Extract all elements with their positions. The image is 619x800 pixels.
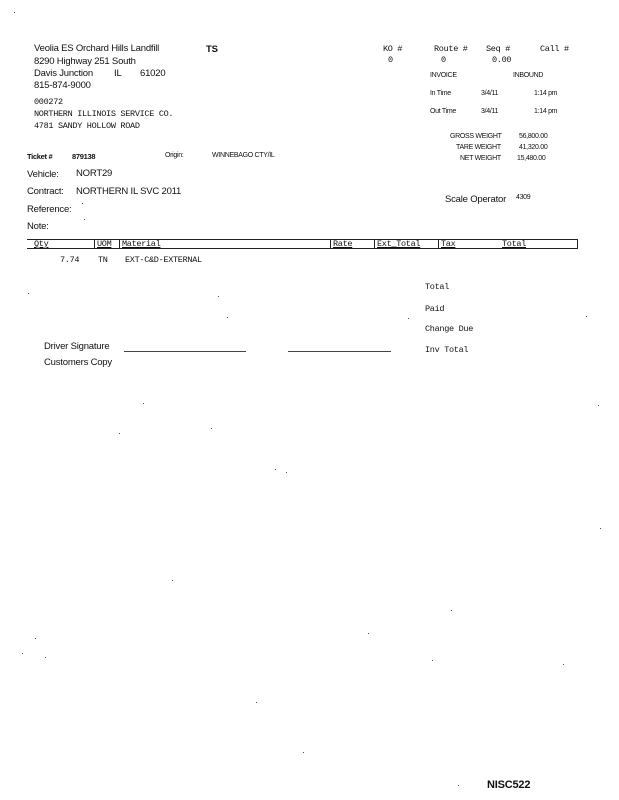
col-tax: Tax (441, 239, 456, 249)
seq-value: 0.00 (492, 55, 512, 65)
customer-address: 4781 SANDY HOLLOW ROAD (34, 121, 140, 131)
ko-label: KO # (383, 44, 403, 54)
reference-label: Reference: (27, 204, 72, 215)
copy-label: Customers Copy (44, 357, 112, 368)
bates-number: NISC522 (487, 779, 531, 791)
paid-label: Paid (425, 304, 445, 314)
company-address: 8290 Highway 251 South (34, 56, 136, 67)
row-qty: 7.74 (60, 255, 80, 265)
change-due-label: Change Due (425, 324, 474, 334)
customer-number: 000272 (34, 97, 63, 107)
seq-label: Seq # (486, 44, 511, 54)
route-label: Route # (434, 44, 468, 54)
col-rate: Rate (333, 239, 353, 249)
col-ext-total: Ext_Total (377, 239, 421, 249)
customer-name: NORTHERN ILLINOIS SERVICE CO. (34, 109, 174, 119)
route-value: 0 (441, 55, 446, 65)
in-date: 3/4/11 (481, 90, 499, 97)
scale-operator-value: 4309 (516, 194, 531, 201)
inv-total-label: Inv Total (425, 345, 469, 355)
vehicle-value: NORT29 (76, 168, 113, 179)
contract-value: NORTHERN IL SVC 2011 (76, 186, 182, 197)
row-material: EXT-C&D-EXTERNAL (125, 255, 202, 265)
gross-weight-value: 56,800.00 (519, 133, 548, 140)
ticket-label: Ticket # (27, 152, 53, 161)
driver-signature-label: Driver Signature (44, 341, 110, 352)
row-uom: TN (98, 255, 108, 265)
tare-weight-label: TARE WEIGHT (456, 144, 501, 151)
total-label: Total (425, 282, 450, 292)
ticket-value: 879138 (72, 152, 96, 161)
out-date: 3/4/11 (481, 108, 499, 115)
net-weight-label: NET WEIGHT (460, 155, 501, 162)
col-material: Material (122, 239, 161, 249)
invoice-type: INVOICE (430, 72, 457, 79)
driver-signature-line (124, 351, 246, 352)
company-name: Veolia ES Orchard Hills Landfill (34, 43, 160, 54)
scale-operator-label: Scale Operator (445, 194, 507, 205)
origin-value: WINNEBAGO CTY/IL (212, 152, 275, 159)
note-label: Note: (27, 221, 49, 232)
out-time-label: Out Time (430, 108, 456, 115)
company-city: Davis Junction (34, 68, 93, 79)
invoice-direction: INBOUND (513, 72, 544, 79)
origin-label: Origin: (165, 152, 184, 159)
out-time: 1:14 pm (534, 108, 558, 115)
net-weight-value: 15,480.00 (517, 155, 546, 162)
contract-label: Contract: (27, 186, 64, 197)
company-state: IL (114, 68, 122, 79)
ko-value: 0 (388, 55, 393, 65)
vehicle-label: Vehicle: (27, 169, 59, 180)
company-suffix: TS (206, 44, 218, 55)
company-phone: 815-874-9000 (34, 80, 91, 91)
gross-weight-label: GROSS WEIGHT (450, 133, 502, 140)
col-qty: Qty (34, 239, 49, 249)
col-total: Total (502, 239, 527, 249)
call-label: Call # (540, 44, 569, 54)
col-uom: UOM (97, 239, 112, 249)
company-zip: 61020 (140, 68, 166, 79)
tare-weight-value: 41,320.00 (519, 144, 548, 151)
in-time-label: In Time (430, 90, 451, 97)
in-time: 1:14 pm (534, 90, 558, 97)
second-signature-line (288, 351, 391, 352)
